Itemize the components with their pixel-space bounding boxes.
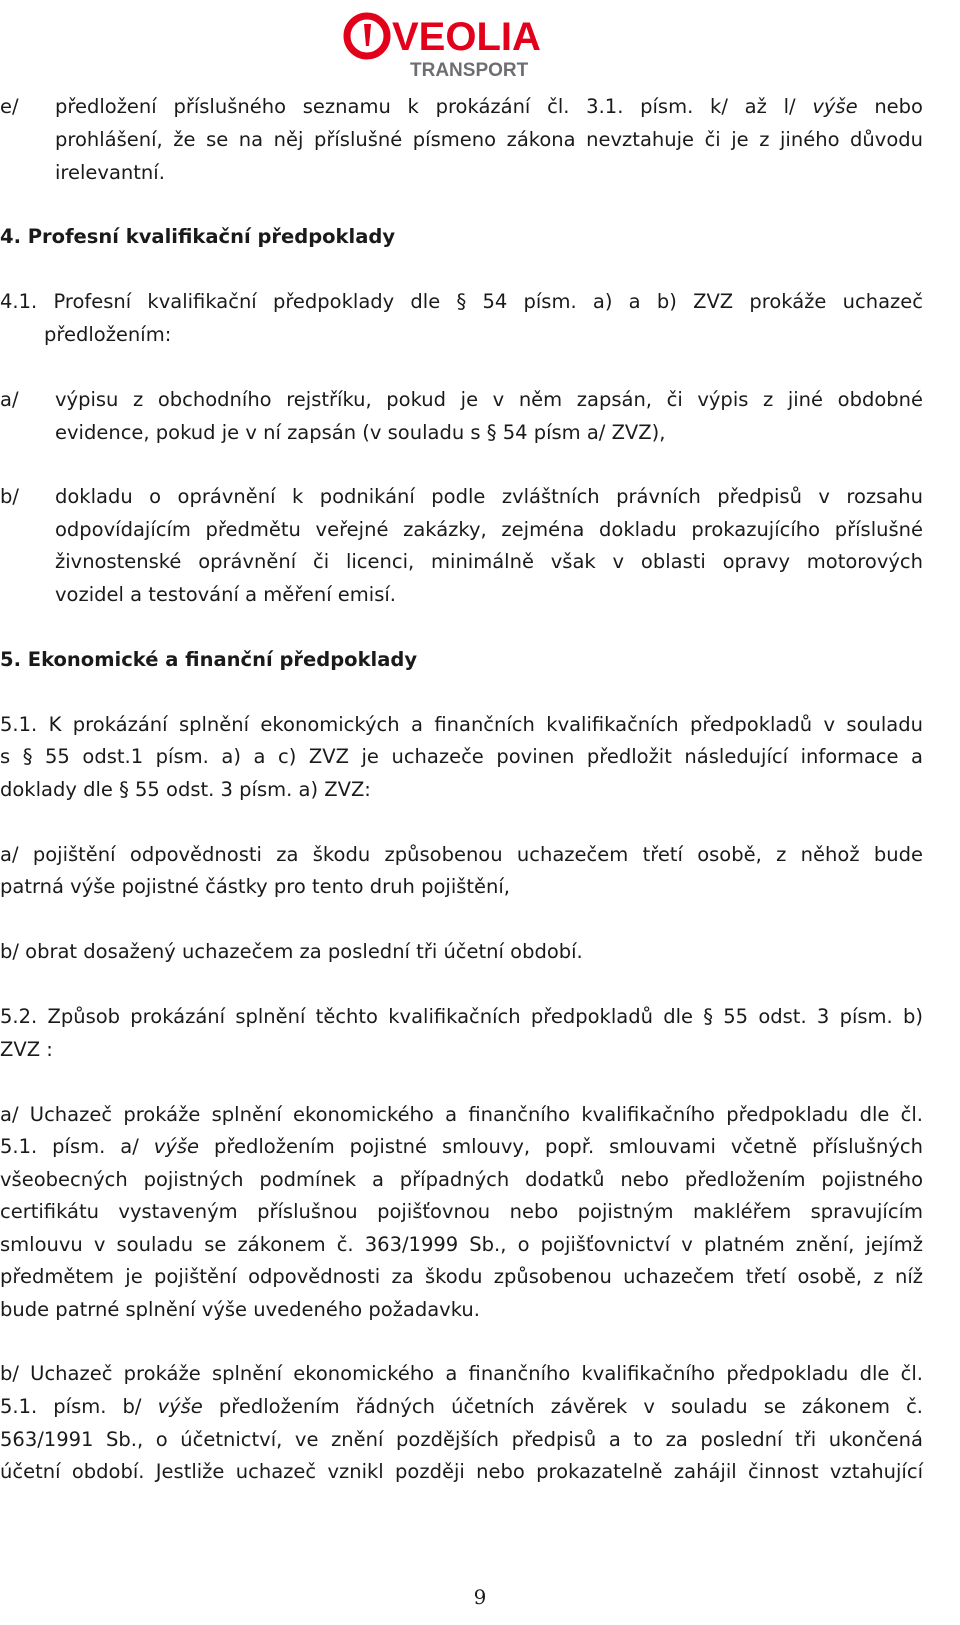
paragraph-line: účetní období. Jestliže uchazeč vznikl později nebo prokazatelně zahájil činnost vztahující [0, 1460, 923, 1483]
section-heading: 4. Profesní kvalifikační předpoklady [0, 225, 396, 248]
paragraph-line: 5.1. písm. a/ výše předložením pojistné smlouvy, popř. smlouvami včetně příslušných [0, 1135, 923, 1158]
paragraph-line: smlouvu v souladu se zákonem č. 363/1999 Sb., o pojišťovnictví v platném znění, jejímž [0, 1233, 923, 1256]
item-text: irelevantní. [55, 161, 165, 184]
paragraph-line: ZVZ : [0, 1038, 53, 1061]
paragraph-line: a/ pojištění odpovědnosti za škodu způsobenou uchazečem třetí osobě, z něhož bude [0, 843, 923, 866]
svg-text:VEOLIA: VEOLIA [392, 15, 541, 59]
paragraph-line: předložením: [44, 323, 172, 346]
paragraph-line: 5.1. K prokázání splnění ekonomických a finančních kvalifikačních předpokladů v souladu [0, 713, 923, 736]
paragraph-line: doklady dle § 55 odst. 3 písm. a) ZVZ: [0, 778, 371, 801]
paragraph-line: 5.1. písm. b/ výše předložením řádných účetních závěrek v souladu se zákonem č. [0, 1395, 923, 1418]
paragraph-line: 5.2. Způsob prokázání splnění těchto kvalifikačních předpokladů dle § 55 odst. 3 písm. b) [0, 1005, 923, 1028]
item-text: vozidel a testování a měření emisí. [55, 583, 396, 606]
section-heading: 5. Ekonomické a finanční předpoklady [0, 648, 418, 671]
item-label: a/ [0, 388, 19, 411]
veolia-transport-logo [340, 6, 580, 82]
item-text: dokladu o oprávnění k podnikání podle zvláštních právních předpisů v rozsahu [55, 485, 923, 508]
paragraph-line: bude patrné splnění výše uvedeného požadavku. [0, 1298, 480, 1321]
item-label: b/ [0, 485, 19, 508]
item-text: živnostenské oprávnění či licenci, minimálně však v oblasti opravy motorových [55, 550, 923, 573]
paragraph-line: předmětem je pojištění odpovědnosti za škodu způsobenou uchazečem třetí osobě, z níž [0, 1265, 923, 1288]
svg-text:TRANSPORT: TRANSPORT [410, 60, 529, 81]
item-text: výpisu z obchodního rejstříku, pokud je v něm zapsán, či výpis z jiné obdobné [55, 388, 923, 411]
item-text: evidence, pokud je v ní zapsán (v souladu s § 54 písm a/ ZVZ), [55, 421, 666, 444]
paragraph-line: b/ Uchazeč prokáže splnění ekonomického a finančního kvalifikačního předpokladu dle čl. [0, 1362, 923, 1385]
paragraph-line: a/ Uchazeč prokáže splnění ekonomického a finančního kvalifikačního předpokladu dle čl. [0, 1103, 923, 1126]
paragraph-line: 4.1. Profesní kvalifikační předpoklady dle § 54 písm. a) a b) ZVZ prokáže uchazeč [0, 290, 923, 313]
item-text: předložení příslušného seznamu k prokázání čl. 3.1. písm. k/ až l/ výše nebo [55, 95, 923, 118]
item-label: e/ [0, 95, 19, 118]
item-text: odpovídajícím předmětu veřejné zakázky, zejména dokladu prokazujícího příslušné [55, 518, 923, 541]
paragraph-line: patrná výše pojistné částky pro tento druh pojištění, [0, 875, 511, 898]
paragraph-line: certifikátu vystaveným příslušnou pojišťovnou nebo pojistným makléřem spravujícím [0, 1200, 923, 1223]
page-number: 9 [473, 1585, 487, 1609]
paragraph-line: b/ obrat dosažený uchazečem za poslední tři účetní období. [0, 940, 583, 963]
paragraph-line: 563/1991 Sb., o účetnictví, ve znění pozdějších předpisů a to za poslední tři ukončená [0, 1428, 923, 1451]
item-text: prohlášení, že se na něj příslušné písmeno zákona nevztahuje či je z jiného důvodu [55, 128, 923, 151]
paragraph-line: všeobecných pojistných podmínek a případných dodatků nebo předložením pojistného [0, 1168, 923, 1191]
paragraph-line: s § 55 odst.1 písm. a) a c) ZVZ je uchazeče povinen předložit následující informace a [0, 745, 923, 768]
